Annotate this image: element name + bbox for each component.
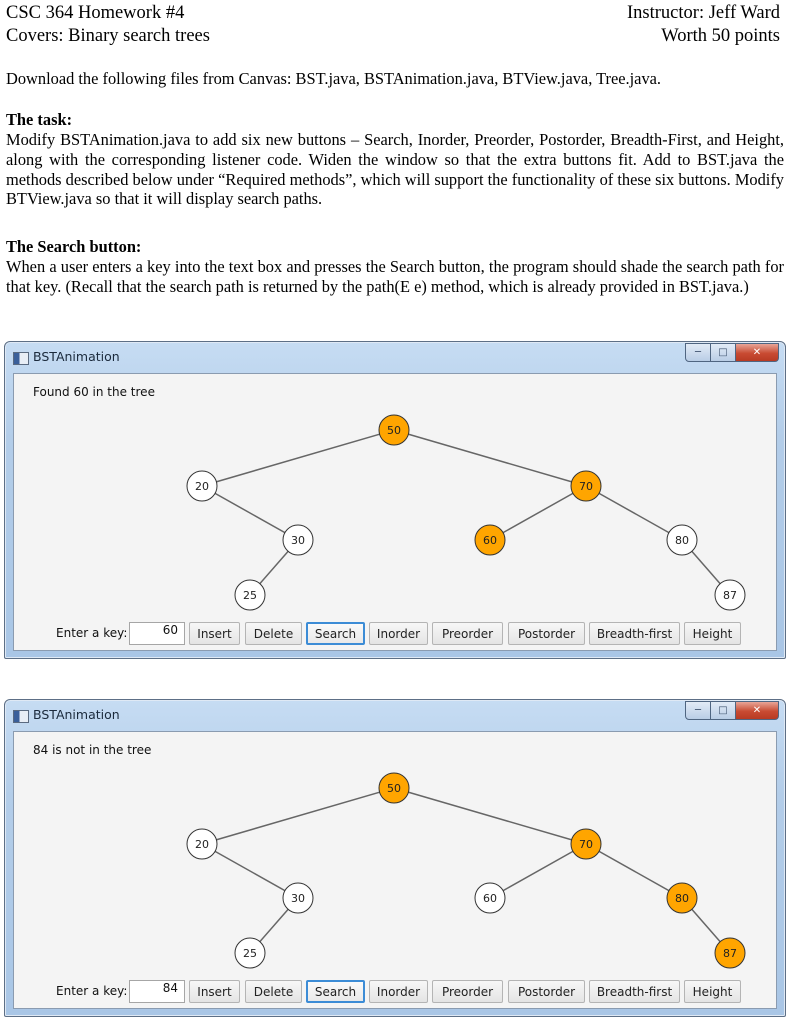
postorder-button[interactable]: Postorder xyxy=(508,622,585,645)
node-label: 50 xyxy=(387,424,401,437)
node-label: 50 xyxy=(387,782,401,795)
tree-node-70 xyxy=(571,829,601,859)
app-icon xyxy=(13,352,29,365)
key-label: Enter a key: xyxy=(56,626,128,640)
covers-line: Covers: Binary search trees xyxy=(6,26,210,46)
breadth-first-button[interactable]: Breadth-first xyxy=(589,622,680,645)
tree-edge xyxy=(202,430,394,486)
task-paragraph: Modify BSTAnimation.java to add six new buttons – Search, Inorder, Preorder, Postorder, Breadth-First, and Height, along with the corresponding listener code. Widen the window so that the extra buttons fit. Add to BST.java the methods described below under “Required methods”, which will support the functionality of these six buttons. Modify BTView.java so that it will display search paths. xyxy=(6,130,784,209)
tree-node-20 xyxy=(187,829,217,859)
intro-paragraph: Download the following files from Canvas: BST.java, BSTAnimation.java, BTView.java, Tree.java. xyxy=(6,69,662,88)
preorder-button[interactable]: Preorder xyxy=(432,622,503,645)
tree-view xyxy=(14,374,776,619)
node-label: 70 xyxy=(579,480,593,493)
key-input[interactable]: 84 xyxy=(129,980,185,1003)
tree-edge xyxy=(202,788,394,844)
tree-node-50 xyxy=(379,773,409,803)
maximize-button[interactable]: □ xyxy=(711,701,736,720)
tree-node-80 xyxy=(667,883,697,913)
tree-node-87 xyxy=(715,938,745,968)
breadth-first-button[interactable]: Breadth-first xyxy=(589,980,680,1003)
window-title: BSTAnimation xyxy=(33,707,120,722)
postorder-button[interactable]: Postorder xyxy=(508,980,585,1003)
tree-edge xyxy=(490,844,586,898)
search-button[interactable]: Search xyxy=(306,980,365,1003)
search-button[interactable]: Search xyxy=(306,622,365,645)
node-label: 60 xyxy=(483,892,497,905)
tree-node-20 xyxy=(187,471,217,501)
header-right xyxy=(627,2,780,48)
node-label: 87 xyxy=(723,947,737,960)
control-bar xyxy=(14,979,776,1004)
worth-line: Worth 50 points xyxy=(661,26,780,46)
node-label: 70 xyxy=(579,838,593,851)
tree-node-80 xyxy=(667,525,697,555)
bst-animation-window-found xyxy=(4,341,786,659)
tree-edge xyxy=(586,486,682,540)
node-label: 25 xyxy=(243,947,257,960)
task-heading: The task: xyxy=(6,110,73,129)
close-button[interactable]: ✕ xyxy=(736,701,779,720)
delete-button[interactable]: Delete xyxy=(245,980,302,1003)
inorder-button[interactable]: Inorder xyxy=(369,622,428,645)
tree-node-60 xyxy=(475,883,505,913)
node-label: 30 xyxy=(291,892,305,905)
caption-buttons xyxy=(685,701,779,720)
status-message: 84 is not in the tree xyxy=(33,743,152,757)
node-label: 60 xyxy=(483,534,497,547)
node-label: 80 xyxy=(675,534,689,547)
title-bar[interactable] xyxy=(5,700,785,730)
tree-node-30 xyxy=(283,525,313,555)
node-label: 20 xyxy=(195,480,209,493)
title-bar[interactable] xyxy=(5,342,785,372)
preorder-button[interactable]: Preorder xyxy=(432,980,503,1003)
client-area xyxy=(13,373,777,651)
minimize-button[interactable]: ─ xyxy=(685,343,711,362)
tree-node-30 xyxy=(283,883,313,913)
tree-node-50 xyxy=(379,415,409,445)
tree-edge xyxy=(202,844,298,898)
tree-edge xyxy=(394,430,586,486)
tree-node-25 xyxy=(235,938,265,968)
tree-edge xyxy=(394,788,586,844)
tree-view xyxy=(14,732,776,977)
insert-button[interactable]: Insert xyxy=(189,980,240,1003)
height-button[interactable]: Height xyxy=(684,980,741,1003)
tree-node-70 xyxy=(571,471,601,501)
maximize-button[interactable]: □ xyxy=(711,343,736,362)
client-area xyxy=(13,731,777,1009)
window-title: BSTAnimation xyxy=(33,349,120,364)
tree-node-87 xyxy=(715,580,745,610)
inorder-button[interactable]: Inorder xyxy=(369,980,428,1003)
node-label: 25 xyxy=(243,589,257,602)
node-label: 87 xyxy=(723,589,737,602)
tree-edge xyxy=(586,844,682,898)
control-bar xyxy=(14,621,776,646)
height-button[interactable]: Height xyxy=(684,622,741,645)
app-icon xyxy=(13,710,29,723)
key-label: Enter a key: xyxy=(56,984,128,998)
status-message: Found 60 in the tree xyxy=(33,385,155,399)
caption-buttons xyxy=(685,343,779,362)
tree-edge xyxy=(490,486,586,540)
node-label: 80 xyxy=(675,892,689,905)
insert-button[interactable]: Insert xyxy=(189,622,240,645)
tree-edge xyxy=(202,486,298,540)
minimize-button[interactable]: ─ xyxy=(685,701,711,720)
tree-node-60 xyxy=(475,525,505,555)
delete-button[interactable]: Delete xyxy=(245,622,302,645)
header-left xyxy=(6,2,210,48)
search-heading: The Search button: xyxy=(6,237,142,256)
bst-animation-window-not-found xyxy=(4,699,786,1017)
key-input[interactable]: 60 xyxy=(129,622,185,645)
close-button[interactable]: ✕ xyxy=(736,343,779,362)
search-paragraph: When a user enters a key into the text box and presses the Search button, the program should shade the search path for that key. (Recall that the search path is returned by the path(E e) method, which is already provided in BST.java.) xyxy=(6,257,784,296)
instructor-line: Instructor: Jeff Ward xyxy=(627,3,780,23)
node-label: 20 xyxy=(195,838,209,851)
tree-node-25 xyxy=(235,580,265,610)
course-title: CSC 364 Homework #4 xyxy=(6,3,185,23)
node-label: 30 xyxy=(291,534,305,547)
